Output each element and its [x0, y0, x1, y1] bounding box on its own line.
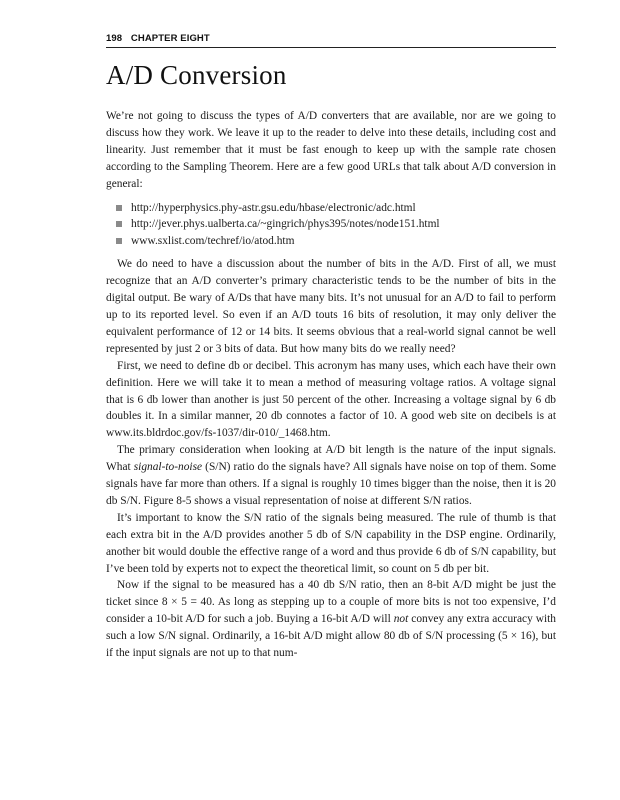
- list-item: [116, 233, 556, 250]
- paragraph-decibel: First, we need to define db or decibel. This acronym has many uses, which each have their own definition. Here we will take it to mean a method of measuring voltage ratios. A voltage signal that is 6 db lower than another is just 50 percent of the other. Increasing a voltage signal by 6 db doubles it. In a similar manner, 20 db connotes a factor of 10. A good web site on decibels is at www.its.bldrdoc.gov/fs-1037/dir-010/_1468.htm.: [106, 359, 556, 440]
- url-link[interactable]: http://jever.phys.ualberta.ca/~gingrich/phys395/notes/node151.html: [131, 218, 440, 231]
- running-header: [106, 33, 556, 48]
- emphasis-word: not: [393, 613, 409, 626]
- page-number: 198: [106, 33, 123, 44]
- square-bullet-icon: [116, 238, 122, 244]
- body-text: [106, 108, 556, 662]
- paragraph-signal-to-noise: The primary consideration when looking at A/D bit length is the nature of the input signals. What signal-to-noise (S/N) ratio do the signals have? All signals have noise on top of them. Some signals have far more than others. If a signal is roughly 10 times bigger than the noise, then it is 20 db S/N. Figure 8-5 shows a visual representation of noise at different S/N ratios.: [106, 444, 557, 507]
- list-item: [116, 200, 556, 217]
- paragraph-rule-of-thumb: It’s important to know the S/N ratio of the signals being measured. The rule of thumb is that each extra bit in the A/D provides another 5 db of S/N capability in the DSP engine. Ordinarily, another bit would double the effective range of a word and thus provide 6 db of S/N capability, but I’ve been told by experts not to expect the theoretical limit, so count on 5 db per bit.: [106, 511, 556, 575]
- url-list: [106, 200, 556, 251]
- list-item: [116, 216, 556, 233]
- url-link[interactable]: http://hyperphysics.phy-astr.gsu.edu/hbase/electronic/adc.html: [131, 201, 416, 214]
- square-bullet-icon: [116, 221, 122, 227]
- paragraph-example: Now if the signal to be measured has a 40 db S/N ratio, then an 8-bit A/D might be just the ticket since 8 × 5 = 40. As long as stepping up to a couple of more bits is not too expensive, I’d consider a 10-bit A/D for such a job. Buying a 16-bit A/D will not convey any extra accuracy with such a low S/N signal. Ordinarily, a 16-bit A/D might allow 80 db of S/N processing (5 × 16), but if the input signals are not up to that num-: [106, 579, 556, 660]
- chapter-label: CHAPTER EIGHT: [130, 33, 210, 44]
- square-bullet-icon: [116, 205, 122, 211]
- url-link[interactable]: www.sxlist.com/techref/io/atod.htm: [131, 235, 295, 248]
- emphasis-term: signal-to-noise: [133, 461, 203, 474]
- intro-paragraph: We’re not going to discuss the types of A/D converters that are available, nor are we going to discuss how they work. We leave it up to the reader to delve into these details, including cost and linearity. Just remember that it must be fast enough to keep up with the sample rate chosen according to the Sampling Theorem. Here are a few good URLs that talk about A/D conversion in general:: [106, 110, 556, 190]
- section-title: A/D Conversion: [106, 60, 287, 90]
- paragraph-bits: We do need to have a discussion about the number of bits in the A/D. First of all, we must recognize that an A/D converter’s primary characteristic tends to be the number of bits in the digital output. Be wary of A/Ds that have many bits. It’s not unusual for an A/D to fail to perform up to its reported level. So even if an A/D touts 16 bits of resolution, it may only deliver the equivalent performance of 12 or 14 bits. It seems obvious that a real-world signal cannot be well represented by just 2 or 3 bits of data. But how many bits do we really need?: [106, 258, 556, 355]
